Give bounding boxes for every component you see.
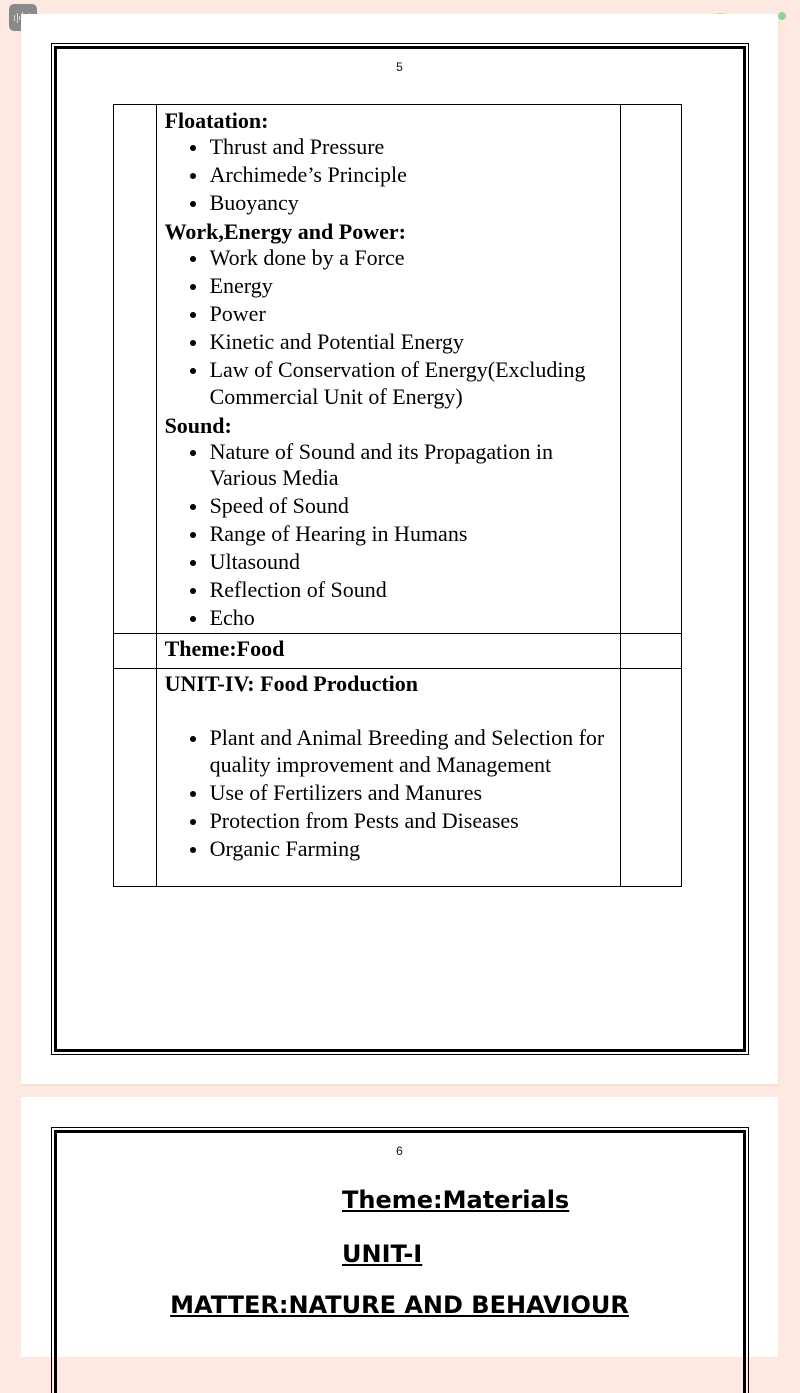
chapter-title: MATTER:NATURE AND BEHAVIOUR <box>170 1291 629 1319</box>
unit-title: UNIT-I <box>342 1240 423 1268</box>
list-item: Nature of Sound and its Propagation in Various Media <box>210 439 617 492</box>
bullet-list <box>165 439 617 632</box>
section-heading: Floatation: <box>164 108 269 133</box>
document-page-6 <box>21 1097 778 1357</box>
list-item: Reflection of Sound <box>210 577 617 604</box>
table-row <box>114 105 682 634</box>
list-item: Power <box>210 301 617 328</box>
list-item: Work done by a Force <box>210 245 617 272</box>
page-number: 5 <box>396 60 403 74</box>
list-item: Speed of Sound <box>210 493 617 520</box>
table-row <box>114 669 682 887</box>
list-item: Kinetic and Potential Energy <box>210 329 617 356</box>
list-item: Echo <box>210 605 617 632</box>
document-page-5 <box>21 14 778 1084</box>
list-item: Archimede’s Principle <box>210 162 617 189</box>
list-item: Law of Conservation of Energy(Excluding Commercial Unit of Energy) <box>210 357 617 410</box>
status-indicator-green <box>778 12 786 20</box>
page-number: 6 <box>396 1144 403 1158</box>
list-item: Use of Fertilizers and Manures <box>210 780 617 807</box>
bullet-list <box>165 725 617 862</box>
list-item: Protection from Pests and Diseases <box>210 808 617 835</box>
list-item: Plant and Animal Breeding and Selection for quality improvement and Management <box>210 725 617 778</box>
list-item: Range of Hearing in Humans <box>210 521 617 548</box>
bullet-list <box>165 245 617 410</box>
theme-title: Theme:Materials <box>342 1186 570 1214</box>
list-item: Organic Farming <box>210 836 617 863</box>
list-item: Ultasound <box>210 549 617 576</box>
section-heading: Work,Energy and Power: <box>164 219 406 244</box>
syllabus-table <box>113 104 682 887</box>
section-heading: Sound: <box>164 412 232 438</box>
bullet-list <box>165 134 617 217</box>
theme-label: Theme:Food <box>164 636 285 661</box>
list-item: Buoyancy <box>210 190 617 217</box>
table-row <box>114 634 682 669</box>
list-item: Energy <box>210 273 617 300</box>
list-item: Thrust and Pressure <box>210 134 617 161</box>
unit-heading: UNIT-IV: Food Production <box>164 671 419 696</box>
